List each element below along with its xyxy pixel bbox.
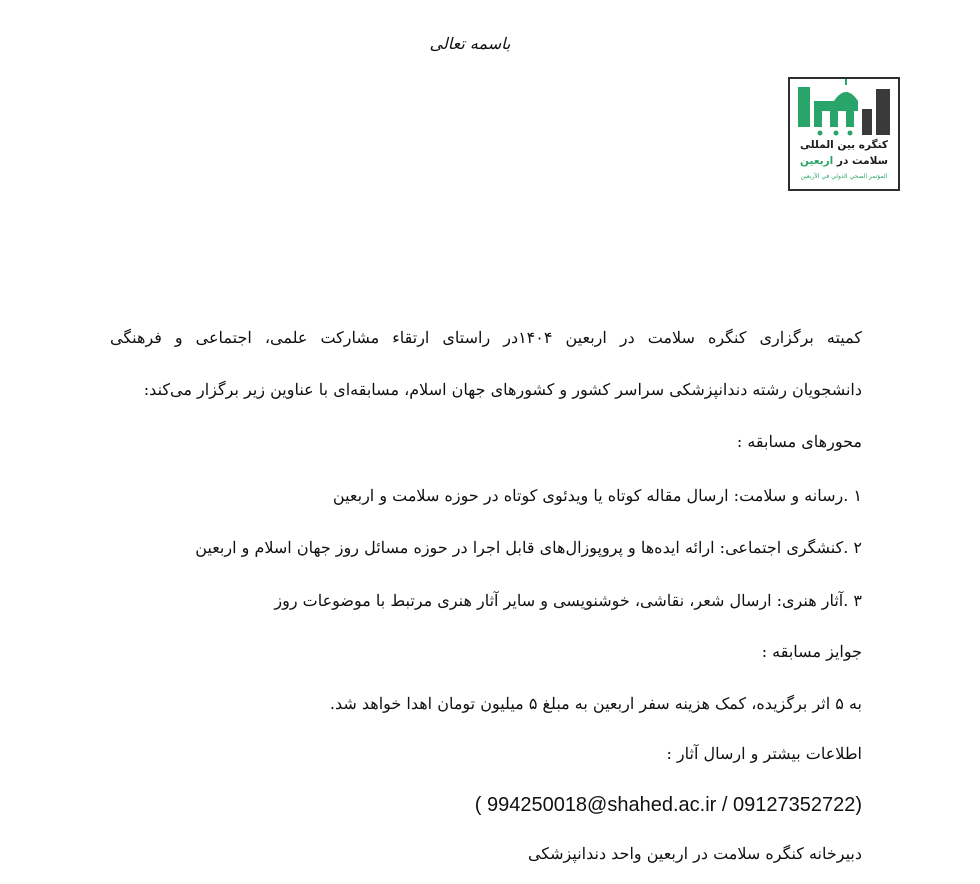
footer-secretariat: دبیرخانه کنگره سلامت در اربعین واحد دندانپزشکی [527,844,862,863]
prizes-heading: جوایز مسابقه : [761,642,862,661]
logo-line-2-accent: اربعین [800,155,834,167]
intro-line-1: کمیته برگزاری کنگره سلامت در اربعین ۱۴۰۴در راستای ارتقاء مشارکت علمی، اجتماعی و فرهنگی [110,328,863,347]
basmala-heading: باسمه تعالی [429,34,511,53]
logo-line-2-prefix: سلامت در [833,155,888,167]
arbaeen-wordmark-icon [790,79,898,139]
topic-item-3: ۳ .آثار هنری: ارسال شعر، نقاشی، خوشنویسی و سایر آثار هنری مرتبط با موضوعات روز [274,591,862,610]
info-heading: اطلاعات بیشتر و ارسال آثار : [666,744,862,763]
contact-info: ( 994250018@shahed.ac.ir / 09127352722) [474,794,862,816]
logo-line-3: المؤتمر الصحي الدولي في الأربعين [800,173,888,180]
topic-item-2: ۲ .کنشگری اجتماعی: ارائه ایده‌ها و پروپوزال‌های قابل اجرا در حوزه مسائل روز جهان اسلام و اربعین [195,538,862,557]
prizes-text: به ۵ اثر برگزیده، کمک هزینه سفر اربعین به مبلغ ۵ میلیون تومان اهدا خواهد شد. [329,694,862,713]
congress-logo [788,77,900,191]
intro-line-2: دانشجویان رشته دندانپزشکی سراسر کشور و کشورهای جهان اسلام، مسابقه‌ای با عناوین زیر برگزار می‌کند: [143,380,862,399]
topic-item-1: ۱ .رسانه و سلامت: ارسال مقاله کوتاه یا ویدئوی کوتاه در حوزه سلامت و اربعین [332,486,862,505]
logo-line-2 [790,155,898,167]
topics-heading: محورهای مسابقه : [736,432,862,451]
logo-line-1: کنگره بین المللی [800,139,888,151]
